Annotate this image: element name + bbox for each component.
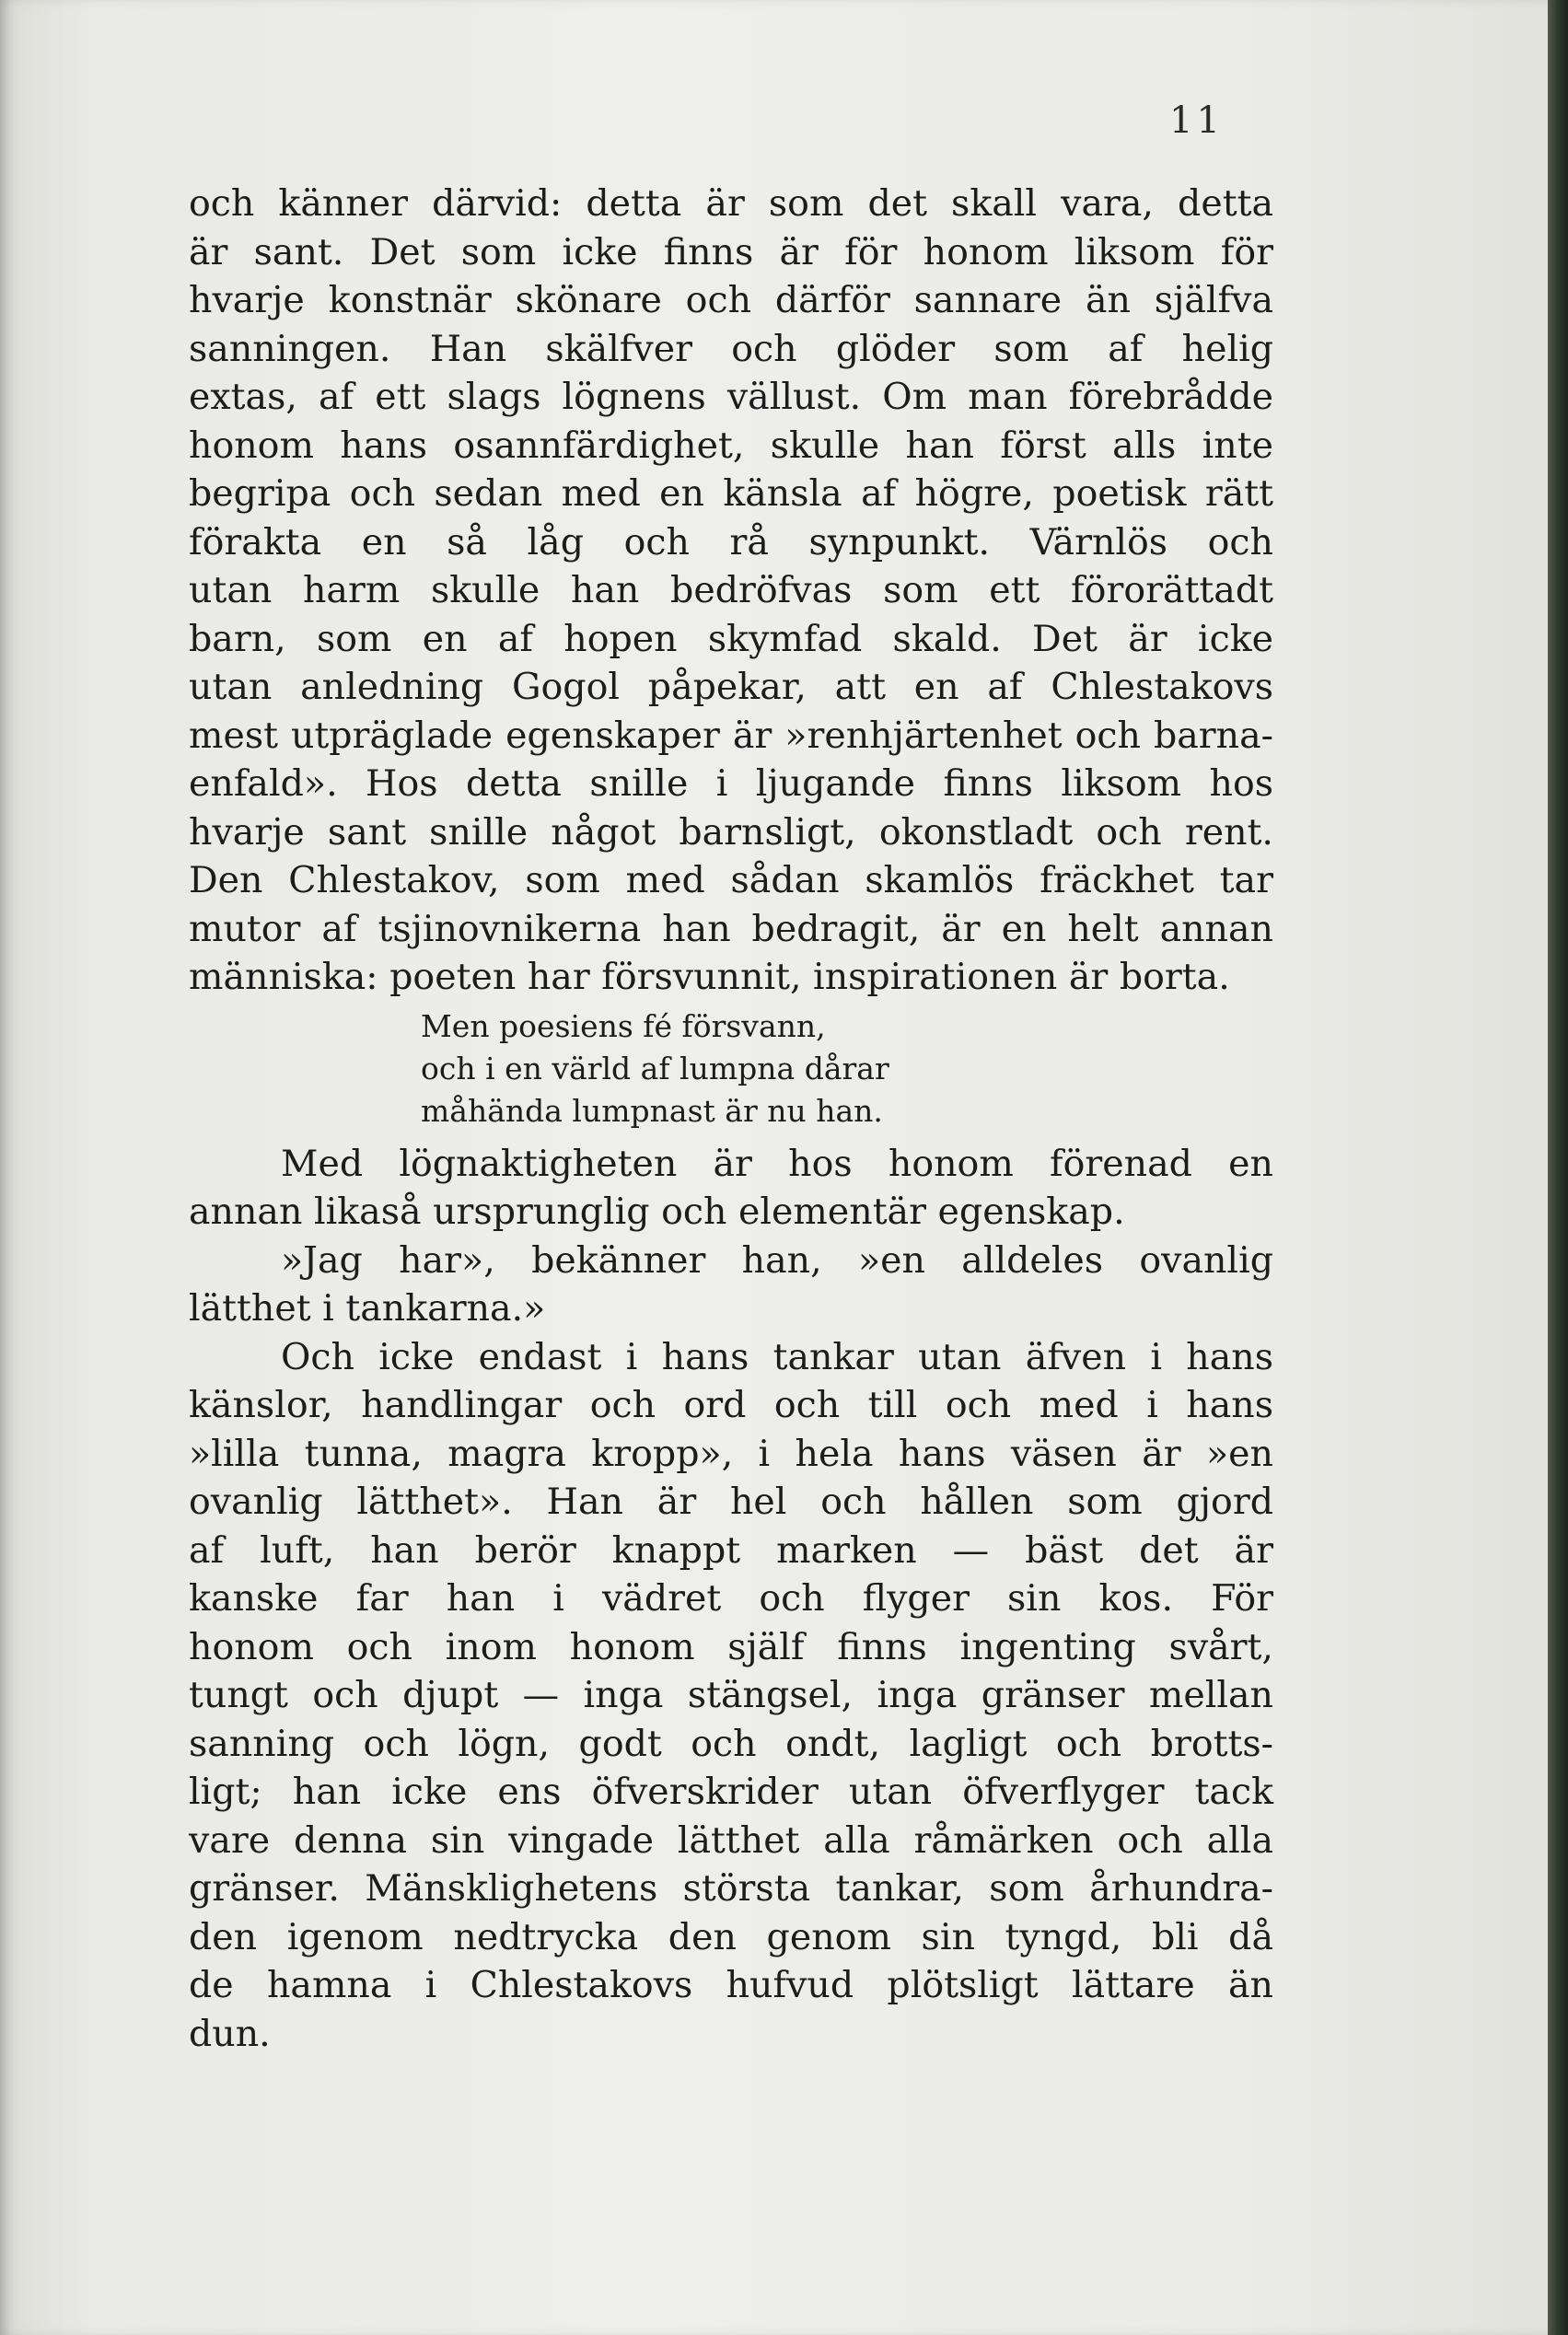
text-line: ligt; han icke ens öfverskrider utan öfverflyger tack	[189, 1771, 1273, 1813]
text-line: Och icke endast i hans tankar utan äfven i hans	[281, 1335, 1273, 1378]
text-line: gränser. Mänsklighetens största tankar, som århundra-	[189, 1867, 1273, 1910]
text-line: annan likaså ursprunglig och elementär egenskap.	[189, 1191, 1125, 1233]
text-line: de hamna i Chlestakovs hufvud plötsligt lättare än	[189, 1964, 1273, 2006]
text-line: sanning och lögn, godt och ondt, lagligt och brotts-	[189, 1722, 1273, 1765]
text-line: honom och inom honom själf finns ingenting svårt,	[189, 1625, 1273, 1668]
text-line: mest utpräglade egenskaper är »renhjärtenhet och barna-	[189, 714, 1273, 757]
text-line: är sant. Det som icke finns är för honom liksom för	[189, 230, 1273, 273]
paragraph-2	[189, 1140, 1273, 1237]
text-line: kanske far han i vädret och flyger sin kos. För	[189, 1577, 1273, 1620]
text-line: »Jag har», bekänner han, »en alldeles ovanlig	[281, 1238, 1273, 1282]
book-spine-edge	[1548, 0, 1568, 2335]
text-line: känslor, handlingar och ord och till och med i hans	[189, 1384, 1273, 1426]
text-line: vare denna sin vingade lätthet alla råmärken och alla	[189, 1818, 1273, 1862]
body-text	[189, 180, 1273, 2058]
text-line: Den Chlestakov, som med sådan skamlös fräckhet tar	[189, 859, 1273, 901]
paragraph-1	[189, 180, 1273, 1002]
verse-line: Men poesiens fé försvann,	[421, 1007, 826, 1044]
text-line: ovanlig lätthet». Han är hel och hållen som gjord	[189, 1481, 1273, 1523]
text-line: utan anledning Gogol påpekar, att en af Chlestakovs	[189, 666, 1273, 708]
verse-line: och i en värld af lumpna dårar	[421, 1050, 889, 1086]
text-line: Med lögnaktigheten är hos honom förenad en	[281, 1142, 1273, 1185]
page-number: 11	[1169, 99, 1224, 142]
text-line: förakta en så låg och rå synpunkt. Värnlös och	[189, 520, 1273, 563]
text-line: utan harm skulle han bedröfvas som ett förorättadt	[189, 569, 1273, 611]
text-line: honom hans osannfärdighet, skulle han först alls inte	[189, 424, 1273, 467]
verse-line: måhända lumpnast är nu han.	[421, 1092, 883, 1129]
text-line: människa: poeten har försvunnit, inspirationen är borta.	[189, 956, 1230, 998]
text-line: barn, som en af hopen skymfad skald. Det är icke	[189, 617, 1273, 660]
text-line: extas, af ett slags lögnens vällust. Om man förebrådde	[189, 376, 1273, 418]
text-line: dun.	[189, 2012, 271, 2055]
paragraph-4	[189, 1333, 1273, 2059]
text-line: sanningen. Han skälfver och glöder som af helig	[189, 327, 1273, 370]
text-line: enfald». Hos detta snille i ljugande finns liksom hos	[189, 762, 1273, 805]
text-line: hvarje konstnär skönare och därför sannare än själfva	[189, 279, 1273, 321]
verse-quote	[421, 1005, 1273, 1133]
text-line: hvarje sant snille något barnsligt, okonstladt och rent.	[189, 810, 1273, 854]
text-line: lätthet i tankarna.»	[189, 1287, 546, 1330]
paragraph-3	[189, 1237, 1273, 1333]
text-line: af luft, han berör knappt marken — bäst det är	[189, 1528, 1273, 1572]
text-line: »lilla tunna, magra kropp», i hela hans väsen är »en	[189, 1432, 1273, 1475]
text-line: och känner därvid: detta är som det skall vara, detta	[189, 182, 1273, 225]
text-line: begripa och sedan med en känsla af högre, poetisk rätt	[189, 472, 1273, 515]
text-line: den igenom nedtrycka den genom sin tyngd, bli då	[189, 1915, 1273, 1958]
text-line: mutor af tsjinovnikerna han bedragit, är en helt annan	[189, 907, 1273, 950]
text-line: tungt och djupt — inga stängsel, inga gränser mellan	[189, 1674, 1273, 1716]
